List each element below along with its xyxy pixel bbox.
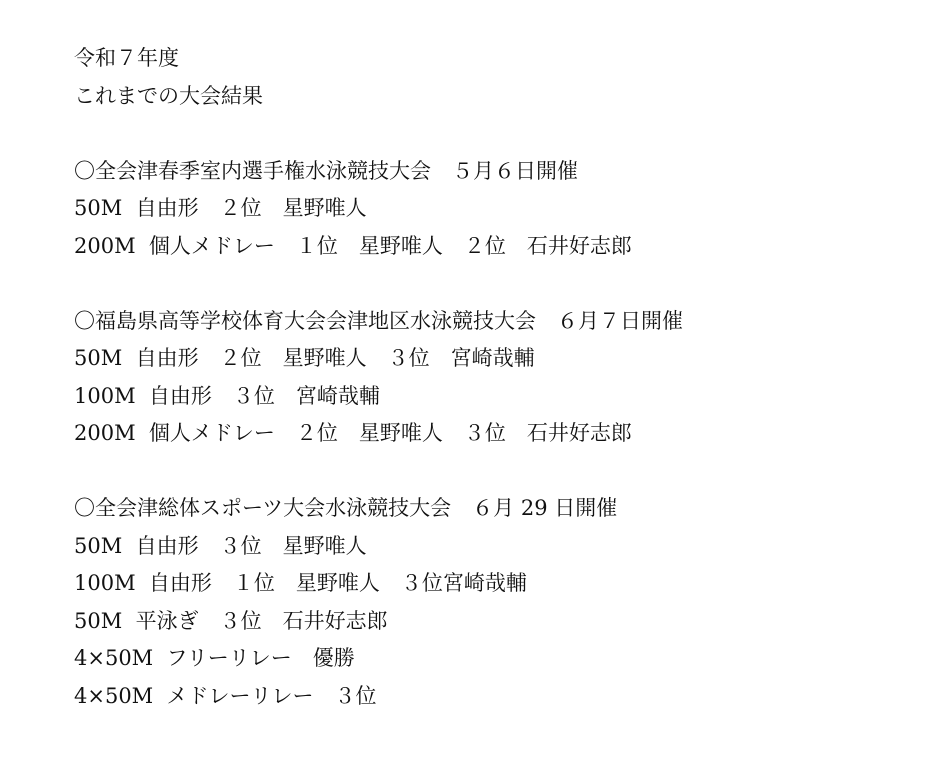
spacer (74, 453, 914, 491)
section-heading: 〇福島県高等学校体育大会会津地区水泳競技大会 ６月７日開催 (74, 308, 683, 333)
spacer (74, 115, 914, 153)
result-line: 100M 自由形 １位 星野唯人 ３位宮崎哉輔 (74, 571, 527, 595)
document-title: これまでの大会結果 (74, 83, 263, 108)
document-year: 令和７年度 (74, 46, 179, 70)
result-line: 100M 自由形 ３位 宮崎哉輔 (74, 383, 380, 408)
document-page (74, 40, 914, 715)
result-line: 50M 平泳ぎ ３位 石井好志郎 (74, 608, 388, 633)
result-line: 4×50M メドレーリレー ３位 (74, 683, 377, 708)
result-line: 4×50M フリーリレー 優勝 (74, 646, 355, 670)
result-line: 200M 個人メドレー ２位 星野唯人 ３位 石井好志郎 (74, 421, 632, 445)
section-heading: 〇全会津春季室内選手権水泳競技大会 ５月６日開催 (74, 158, 578, 183)
section-heading: 〇全会津総体スポーツ大会水泳競技大会 ６月 29 日開催 (74, 496, 618, 520)
result-line: 50M 自由形 ２位 星野唯人 ３位 宮崎哉輔 (74, 346, 535, 370)
result-line: 50M 自由形 ３位 星野唯人 (74, 533, 367, 558)
result-line: 50M 自由形 ２位 星野唯人 (74, 196, 367, 220)
spacer (74, 265, 914, 303)
result-line: 200M 個人メドレー １位 星野唯人 ２位 石井好志郎 (74, 233, 632, 258)
